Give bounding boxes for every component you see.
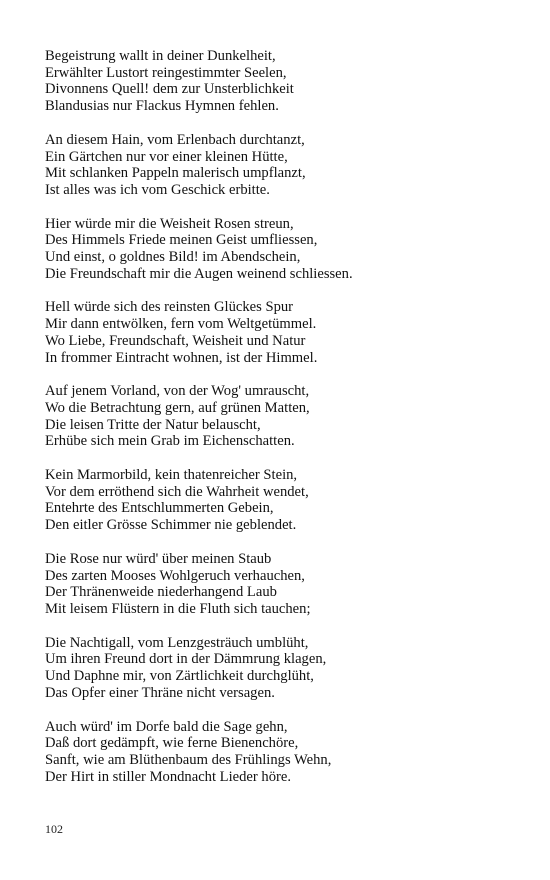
- verse-line: Den eitler Grösse Schimmer nie geblendet.: [45, 517, 297, 534]
- verse-line: Die Rose nur würd' über meinen Staub: [45, 550, 272, 567]
- stanza-2: [45, 132, 525, 199]
- verse-line: Wo Liebe, Freundschaft, Weisheit und Natur: [45, 332, 306, 349]
- stanza-6: [45, 467, 525, 534]
- stanza-3: [45, 216, 525, 283]
- stanza-7: [45, 551, 525, 618]
- verse-line: In frommer Eintracht wohnen, ist der Himmel.: [45, 349, 318, 366]
- verse-line: Mir dann entwölken, fern vom Weltgetümmel.: [45, 316, 317, 333]
- stanza-4: [45, 299, 525, 366]
- stanza-5: [45, 383, 525, 450]
- verse-line: Um ihren Freund dort in der Dämmrung klagen,: [45, 651, 327, 668]
- verse-line: Die Nachtigall, vom Lenzgesträuch umblüht,: [45, 634, 309, 651]
- verse-line: Des Himmels Friede meinen Geist umfliessen,: [45, 232, 318, 249]
- verse-line: Erhübe sich mein Grab im Eichenschatten.: [45, 433, 295, 450]
- verse-line: Divonnens Quell! dem zur Unsterblichkeit: [45, 81, 294, 98]
- verse-line: Der Thränenweide niederhangend Laub: [45, 584, 277, 601]
- verse-line: Sanft, wie am Blüthenbaum des Frühlings Wehn,: [45, 751, 332, 768]
- verse-line: Kein Marmorbild, kein thatenreicher Stein,: [45, 467, 298, 484]
- verse-line: Die leisen Tritte der Natur belauscht,: [45, 416, 261, 433]
- verse-line: Mit leisem Flüstern in die Fluth sich tauchen;: [45, 600, 311, 617]
- verse-line: Begeistrung wallt in deiner Dunkelheit,: [45, 48, 276, 64]
- verse-line: Hell würde sich des reinsten Glückes Spur: [45, 299, 294, 316]
- verse-line: Die Freundschaft mir die Augen weinend schliessen.: [45, 265, 353, 282]
- verse-line: Entehrte des Entschlummerten Gebein,: [45, 500, 274, 517]
- verse-line: Ein Gärtchen nur vor einer kleinen Hütte,: [45, 148, 288, 165]
- verse-line: Und Daphne mir, von Zärtlichkeit durchglüht,: [45, 668, 314, 685]
- verse-line: Blandusias nur Flackus Hymnen fehlen.: [45, 98, 279, 115]
- verse-line: Des zarten Mooses Wohlgeruch verhauchen,: [45, 567, 305, 584]
- verse-line: Das Opfer einer Thräne nicht versagen.: [45, 684, 275, 701]
- poem-text: [45, 48, 525, 802]
- verse-line: Auf jenem Vorland, von der Wog' umrauscht,: [45, 383, 310, 400]
- stanza-1: [45, 48, 525, 115]
- verse-line: Auch würd' im Dorfe bald die Sage gehn,: [45, 718, 288, 735]
- verse-line: Und einst, o goldnes Bild! im Abendschein,: [45, 249, 301, 266]
- stanza-8: [45, 635, 525, 702]
- verse-line: Daß dort gedämpft, wie ferne Bienenchöre,: [45, 735, 299, 752]
- verse-line: An diesem Hain, vom Erlenbach durchtanzt,: [45, 131, 305, 148]
- verse-line: Mit schlanken Pappeln malerisch umpflanzt,: [45, 165, 306, 182]
- verse-line: Erwählter Lustort reingestimmter Seelen,: [45, 64, 287, 81]
- stanza-9: [45, 719, 525, 786]
- page-number: 102: [45, 822, 63, 836]
- verse-line: Ist alles was ich vom Geschick erbitte.: [45, 181, 270, 198]
- verse-line: Der Hirt in stiller Mondnacht Lieder höre.: [45, 768, 291, 785]
- verse-line: Hier würde mir die Weisheit Rosen streun,: [45, 215, 294, 232]
- verse-line: Vor dem erröthend sich die Wahrheit wendet,: [45, 483, 309, 500]
- verse-line: Wo die Betrachtung gern, auf grünen Matten,: [45, 399, 310, 416]
